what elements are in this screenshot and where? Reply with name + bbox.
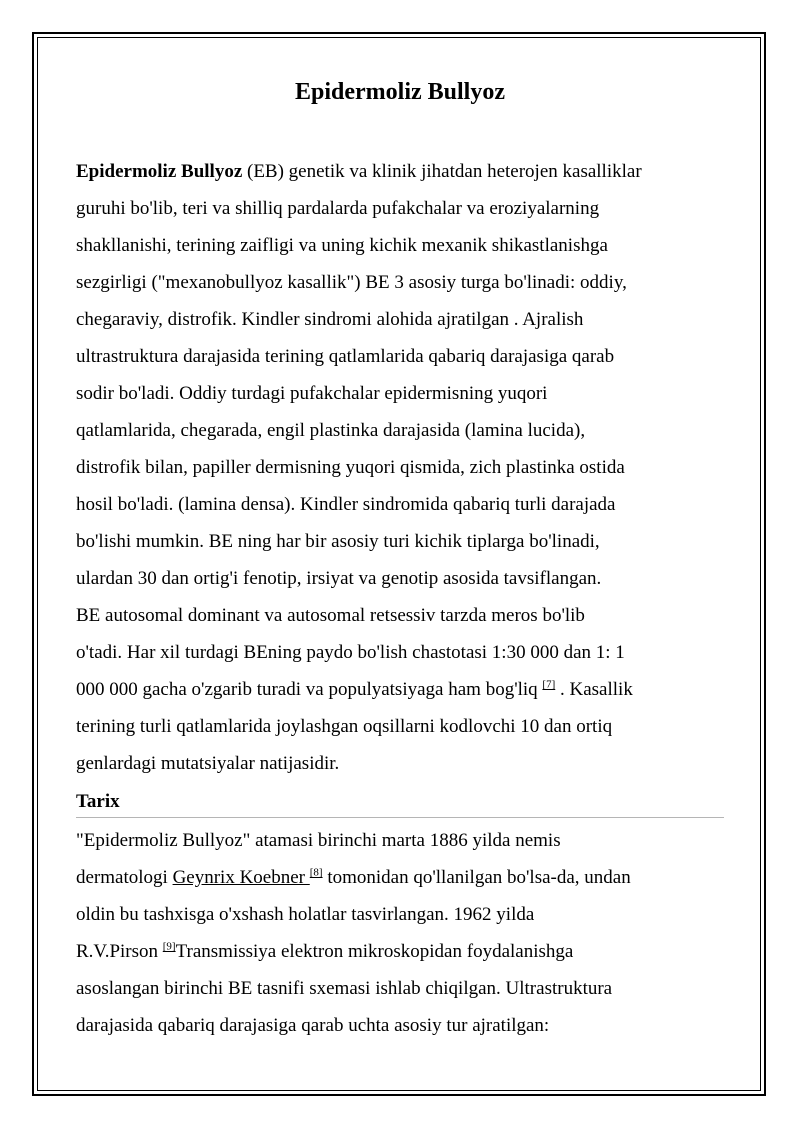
intro-line: shakllanishi, terining zaifligi va uning kichik mexanik shikastlanishga — [76, 235, 608, 256]
intro-line: bo'lishi mumkin. BE ning har bir asosiy turi kichik tiplarga bo'linadi, — [76, 531, 600, 552]
history-line — [76, 859, 724, 896]
reference-7-link[interactable]: [7] — [542, 678, 556, 691]
history-line-text: tomonidan qo'llanilgan bo'lsa-da, undan — [322, 867, 631, 888]
history-line — [76, 933, 724, 970]
intro-line: terining turli qatlamlarida joylashgan oqsillarni kodlovchi 10 dan ortiq — [76, 716, 613, 737]
reference-9-link[interactable]: [9] — [162, 940, 176, 953]
history-line: "Epidermoliz Bullyoz" atamasi birinchi marta 1886 yilda nemis — [76, 830, 561, 851]
intro-line: hosil bo'ladi. (lamina densa). Kindler sindromida qabariq turli darajada — [76, 494, 616, 515]
history-line: oldin bu tashxisga o'xshash holatlar tasvirlangan. 1962 yilda — [76, 904, 535, 925]
intro-line: ultrastruktura darajasida terining qatlamlarida qabariq darajasiga qarab — [76, 346, 615, 367]
intro-line-text: (EB) genetik va klinik jihatdan heterojen kasalliklar — [242, 161, 642, 182]
section-heading-tarix: Tarix — [76, 787, 724, 818]
intro-line — [76, 671, 724, 708]
history-paragraph — [76, 822, 724, 1044]
koebner-link[interactable]: Geynrix Koebner — [172, 867, 310, 888]
intro-line: ulardan 30 dan ortig'i fenotip, irsiyat va genotip asosida tavsiflangan. — [76, 568, 602, 589]
intro-line-text: . Kasallik — [555, 679, 633, 700]
intro-line: distrofik bilan, papiller dermisning yuqori qismida, zich plastinka ostida — [76, 457, 625, 478]
history-line: darajasida qabariq darajasiga qarab uchta asosiy tur ajratilgan: — [76, 1015, 550, 1036]
document-title: Epidermoliz Bullyoz — [295, 79, 505, 105]
intro-line: genlardagi mutatsiyalar natijasidir. — [76, 753, 340, 774]
intro-paragraph — [76, 153, 724, 782]
intro-term: Epidermoliz Bullyoz — [76, 161, 243, 182]
intro-line-text: 000 000 gacha o'zgarib turadi va populyatsiyaga ham bog'liq — [76, 679, 543, 700]
intro-line: qatlamlarida, chegarada, engil plastinka darajasida (lamina lucida), — [76, 420, 586, 441]
intro-line: sezgirligi ("mexanobullyoz kasallik") BE 3 asosiy turga bo'linadi: oddiy, — [76, 272, 627, 293]
intro-line: o'tadi. Har xil turdagi BEning paydo bo'lish chastotasi 1:30 000 dan 1: 1 — [76, 642, 625, 663]
intro-line: BE autosomal dominant va autosomal retsessiv tarzda meros bo'lib — [76, 605, 585, 626]
history-line-text: R.V.Pirson — [76, 941, 163, 962]
intro-line: chegaraviy, distrofik. Kindler sindromi alohida ajratilgan . Ajralish — [76, 309, 584, 330]
history-line-text: Transmissiya elektron mikroskopidan foydalanishga — [175, 941, 574, 962]
intro-line — [76, 153, 724, 190]
intro-line: guruhi bo'lib, teri va shilliq pardalarda pufakchalar va eroziyalarning — [76, 198, 600, 219]
history-line-text: dermatologi — [76, 867, 173, 888]
intro-line: sodir bo'ladi. Oddiy turdagi pufakchalar epidermisning yuqori — [76, 383, 548, 404]
reference-8-link[interactable]: [8] — [309, 866, 323, 879]
history-line: asoslangan birinchi BE tasnifi sxemasi ishlab chiqilgan. Ultrastruktura — [76, 978, 613, 999]
